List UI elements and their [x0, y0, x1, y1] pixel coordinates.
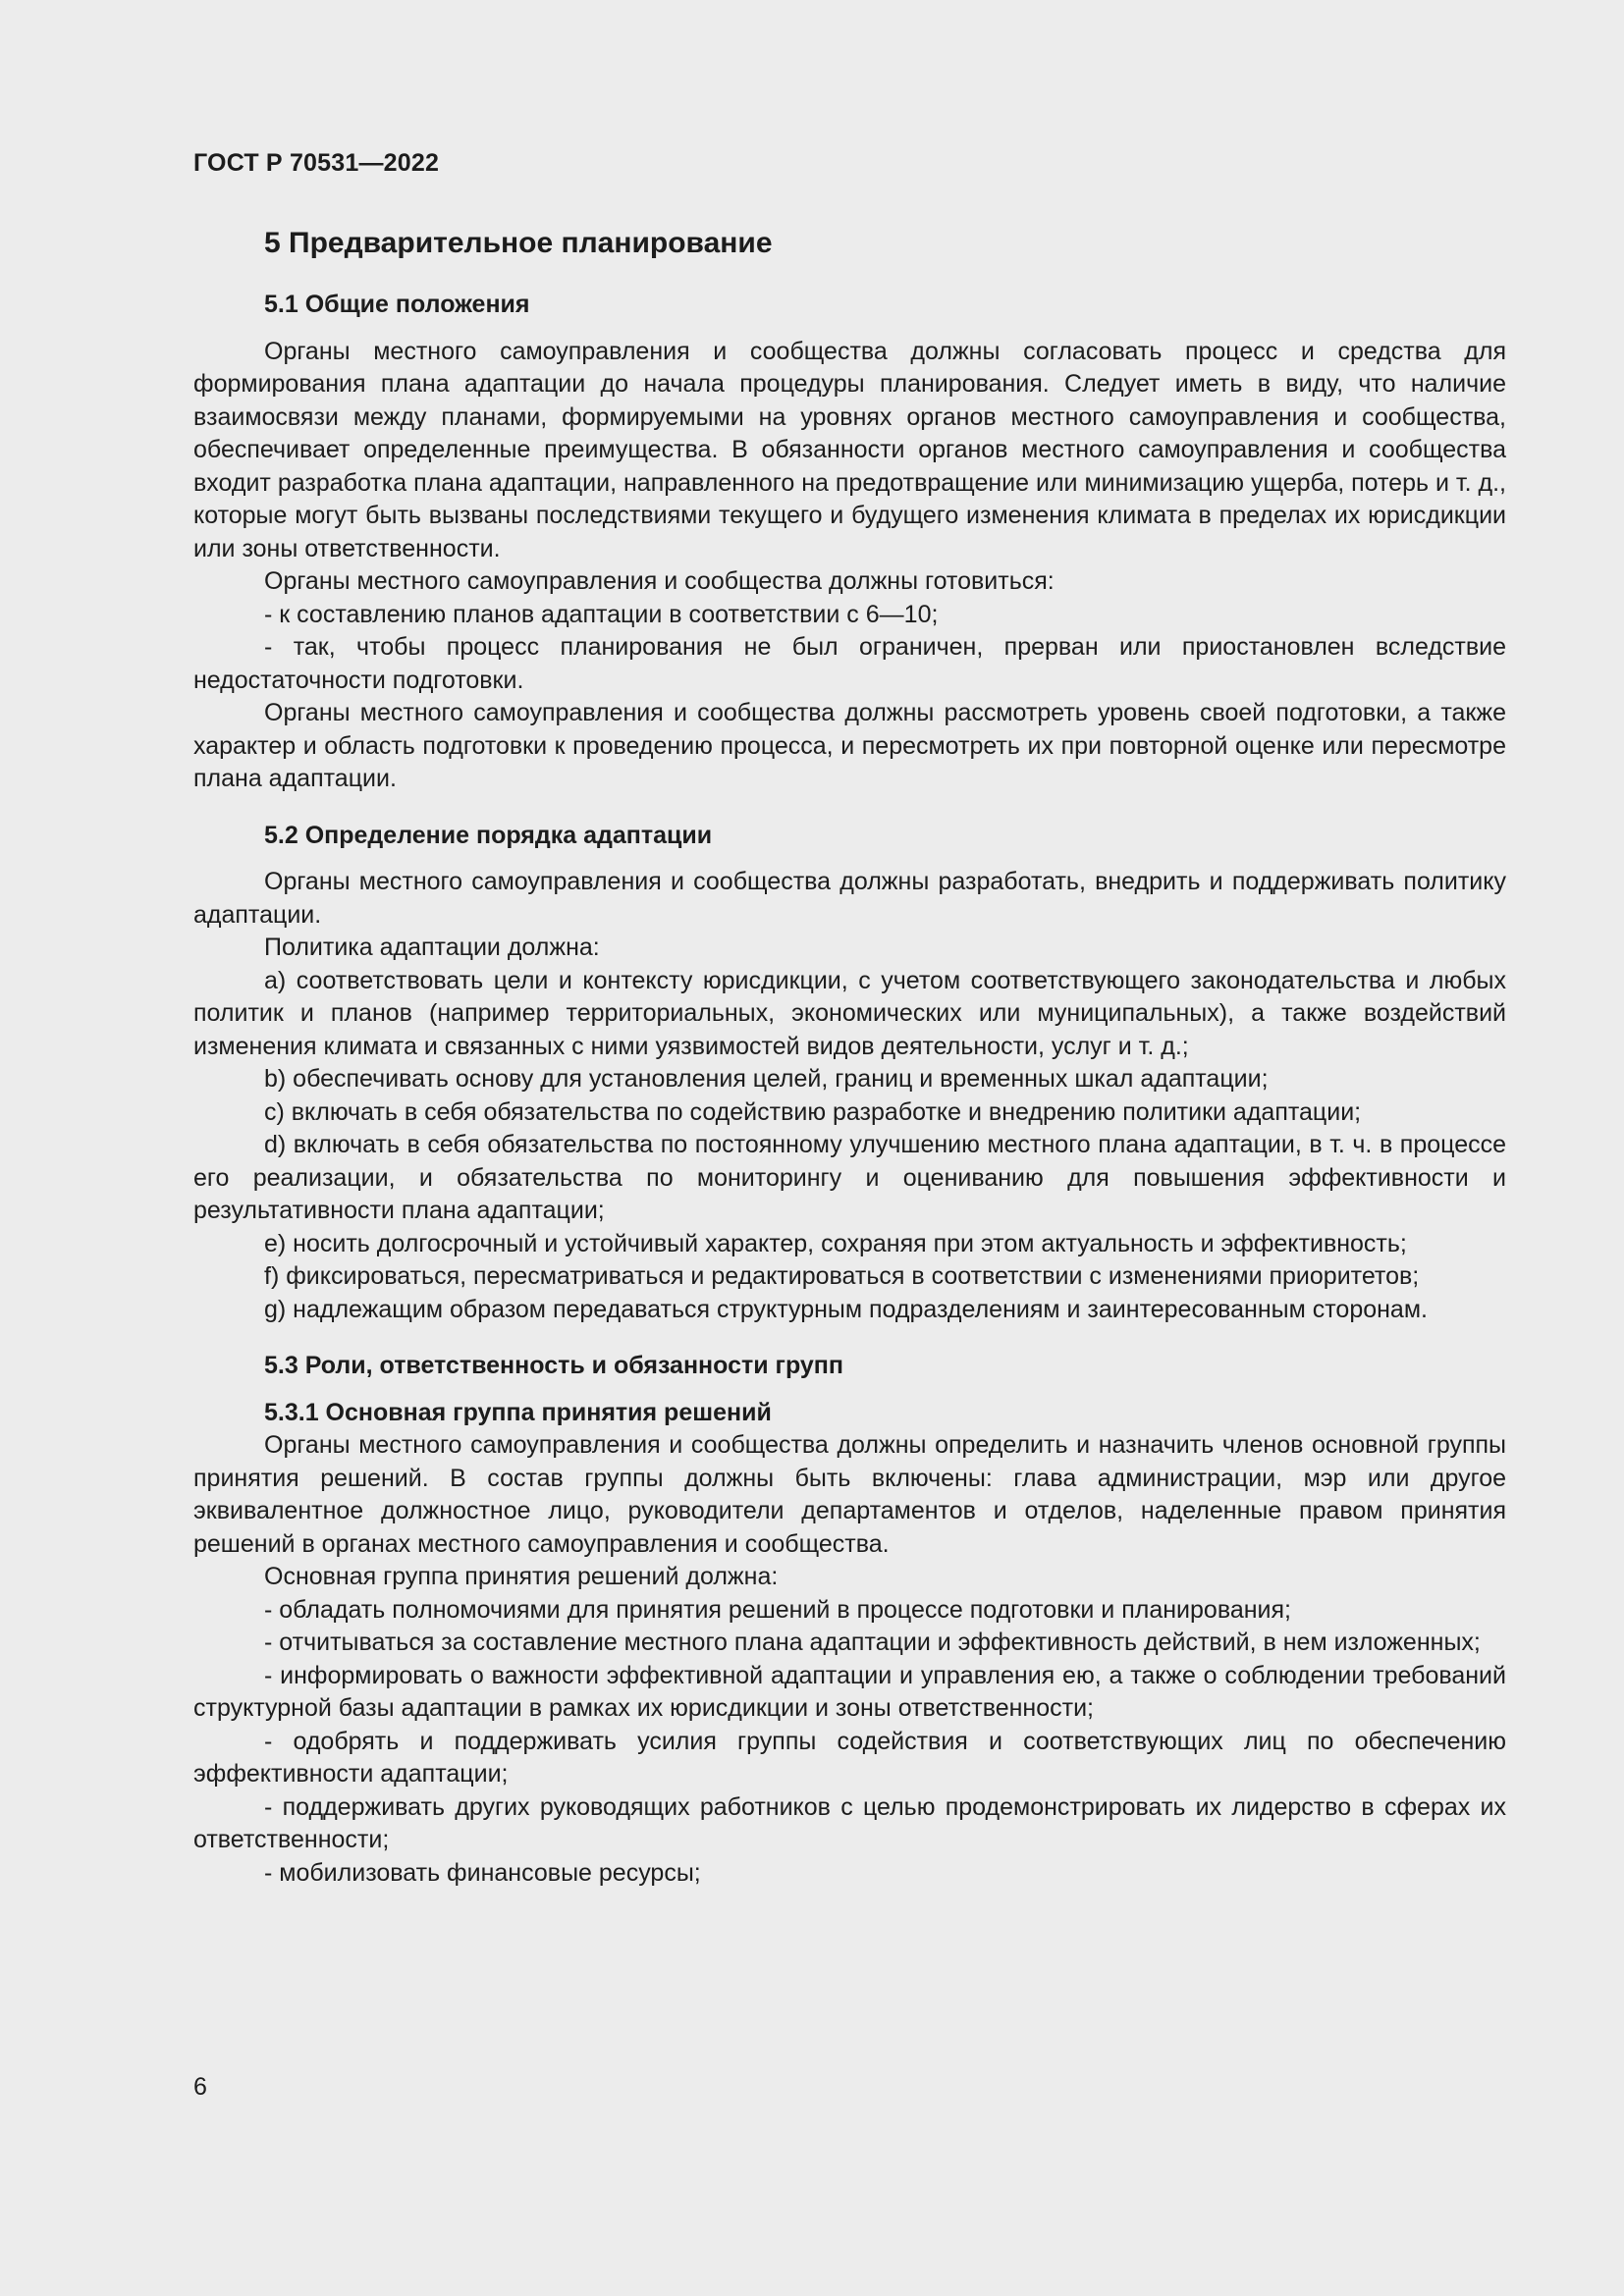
- list-item: b) обеспечивать основу для установления целей, границ и временных шкал адаптации;: [264, 1065, 1269, 1093]
- section-5-2-paragraph: Политика адаптации должна:: [264, 934, 600, 961]
- document-id-header: ГОСТ Р 70531—2022: [193, 149, 440, 177]
- section-5-title: 5 Предварительное планирование: [264, 227, 773, 259]
- section-5-1-title: 5.1 Общие положения: [264, 291, 530, 318]
- section-5-3-1-paragraph: Органы местного самоуправления и сообщества должны определить и назначить членов основной группы принятия решений. В состав группы должны быть включены: глава администрации, мэр или другое эквивалентное должностное лицо, руководители департаментов и отделов, наделенные правом принятия решений в органах местного самоуправления и сообщества.: [193, 1431, 1506, 1558]
- list-item: e) носить долгосрочный и устойчивый характер, сохраняя при этом актуальность и эффективность;: [264, 1229, 1407, 1257]
- section-5-1-paragraph: Органы местного самоуправления и сообщества должны согласовать процесс и средства для формирования плана адаптации до начала процедуры планирования. Следует иметь в виду, что наличие взаимосвязи между планами, формируемыми на уровнях органов местного самоуправления и сообщества, обеспечивает определенные преимущества. В обязанности органов местного самоуправления и сообщества входит разработка плана адаптации, направленного на предотвращение или минимизацию ущерба, потерь и т. д., которые могут быть вызваны последствиями текущего и будущего изменения климата в пределах их юрисдикции или зоны ответственности.: [193, 337, 1506, 562]
- list-item: - одобрять и поддерживать усилия группы содействия и соответствующих лиц по обеспечению эффективности адаптации;: [193, 1727, 1506, 1788]
- list-item: - так, чтобы процесс планирования не был ограничен, прерван или приостановлен вследствие недостаточности подготовки.: [193, 633, 1506, 694]
- list-item: - мобилизовать финансовые ресурсы;: [264, 1858, 701, 1887]
- list-item: a) соответствовать цели и контексту юрисдикции, с учетом соответствующего законодательства и любых политик и планов (например территориальных, экономических или муниципальных), а также воздействий изменения климата и связанных с ними уязвимостей видов деятельности, услуг и т. д.;: [193, 966, 1506, 1060]
- section-5-3-1-paragraph: Основная группа принятия решений должна:: [264, 1563, 779, 1590]
- list-item: - к составлению планов адаптации в соответствии с 6—10;: [264, 600, 939, 628]
- section-5-2-paragraph: Органы местного самоуправления и сообщества должны разработать, внедрить и поддерживать политику адаптации.: [193, 868, 1506, 929]
- list-item: f) фиксироваться, пересматриваться и редактироваться в соответствии с изменениями приоритетов;: [264, 1262, 1420, 1290]
- section-5-2-title: 5.2 Определение порядка адаптации: [264, 821, 713, 849]
- list-item: - информировать о важности эффективной адаптации и управления ею, а также о соблюдении требований структурной базы адаптации в рамках их юрисдикции и зоны ответственности;: [193, 1661, 1506, 1722]
- list-item: - отчитываться за составление местного плана адаптации и эффективность действий, в нем изложенных;: [264, 1629, 1481, 1656]
- list-item: - поддерживать других руководящих работников с целью продемонстрировать их лидерство в сферах их ответственности;: [193, 1792, 1506, 1853]
- section-5-3-title: 5.3 Роли, ответственность и обязанности групп: [264, 1352, 844, 1379]
- page-number: 6: [193, 2073, 207, 2101]
- list-item: - обладать полномочиями для принятия решений в процессе подготовки и планирования;: [264, 1595, 1291, 1624]
- section-5-1-paragraph: Органы местного самоуправления и сообщества должны готовиться:: [264, 567, 1055, 595]
- list-item: c) включать в себя обязательства по содействию разработке и внедрению политики адаптации;: [264, 1097, 1362, 1126]
- list-item: g) надлежащим образом передаваться структурным подразделениям и заинтересованным сторонам.: [264, 1295, 1428, 1323]
- section-5-3-1-title: 5.3.1 Основная группа принятия решений: [264, 1398, 772, 1426]
- document-body: [193, 224, 1506, 1890]
- list-item: d) включать в себя обязательства по постоянному улучшению местного плана адаптации, в т. ч. в процессе его реализации, и обязательства по мониторингу и оцениванию для повышения эффективности и результативности плана адаптации;: [193, 1131, 1506, 1224]
- section-5-1-paragraph: Органы местного самоуправления и сообщества должны рассмотреть уровень своей подготовки, а также характер и область подготовки к проведению процесса, и пересмотреть их при повторной оценке или пересмотре плана адаптации.: [193, 699, 1506, 792]
